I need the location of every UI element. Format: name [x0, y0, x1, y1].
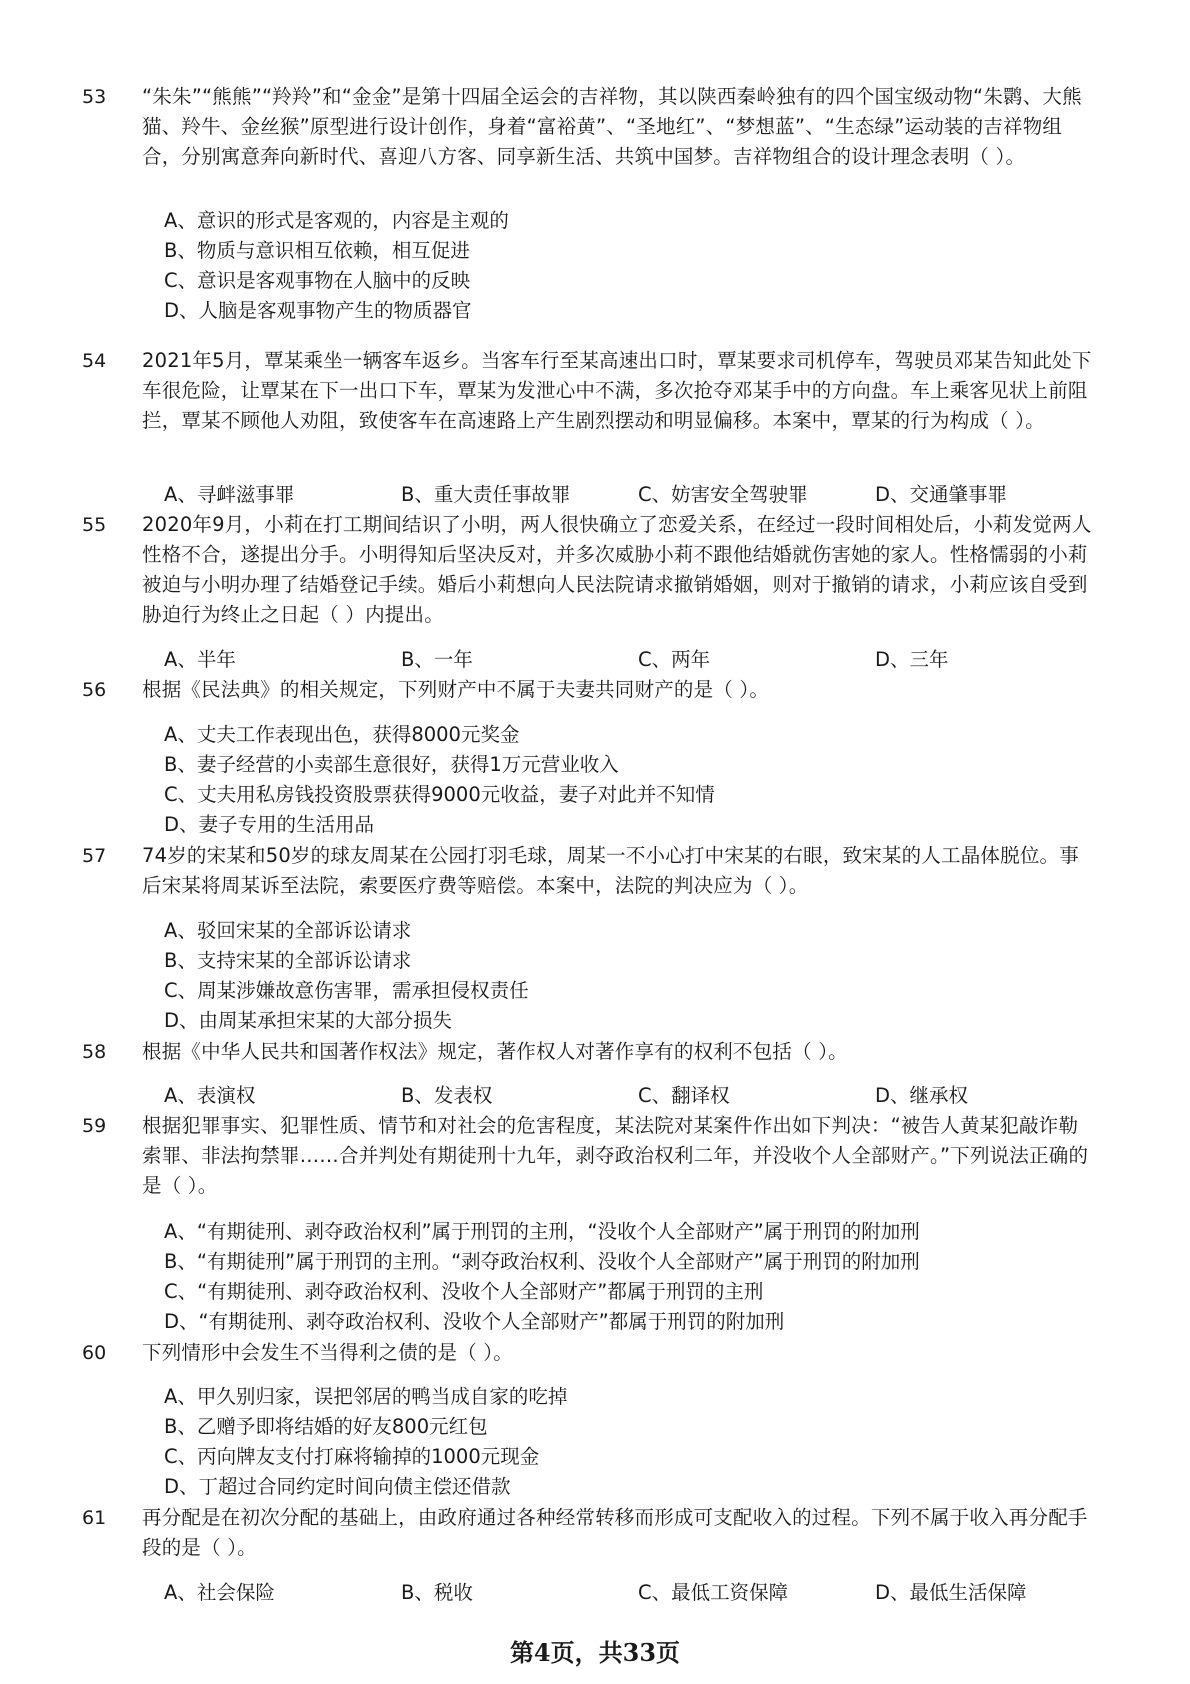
option-d: D、继承权 [875, 1084, 969, 1107]
question-stem: 2020年9月，小莉在打工期间结识了小明，两人很快确立了恋爱关系，在经过一段时间相处后，小莉发觉两人性格不合，遂提出分手。小明得知后坚决反对，并多次威胁小莉不跟他结婚就伤害她的家人。性格懦弱的小莉被迫与小明办理了结婚登记手续。婚后小莉想向人民法院请求撤销婚姻，则对于撤销的请求，小莉应该自受到胁迫行为终止之日起（ ）内提出。 [142, 513, 1092, 626]
question-number: 53 [82, 86, 107, 108]
option-c: C、意识是客观事物在人脑中的反映 [164, 269, 471, 292]
option-c: C、妨害安全驾驶罪 [638, 483, 808, 506]
option-b: B、乙赠予即将结婚的好友800元红包 [164, 1415, 488, 1438]
question-stem: 根据犯罪事实、犯罪性质、情节和对社会的危害程度，某法院对某案件作出如下判决：“被告人黄某犯敲诈勒索罪、非法拘禁罪……合并判处有期徒刑十九年，剥夺政治权利二年，并没收个人全部财产。”下列说法正确的是（ ）。 [142, 1114, 1089, 1197]
option-d: D、妻子专用的生活用品 [164, 813, 375, 836]
question-stem: 下列情形中会发生不当得利之债的是（ ）。 [142, 1341, 513, 1364]
question-number: 60 [82, 1342, 107, 1364]
option-c: C、丈夫用私房钱投资股票获得9000元收益，妻子对此并不知情 [164, 783, 715, 806]
option-a: A、“有期徒刑、剥夺政治权利”属于刑罚的主刑，“没收个人全部财产”属于刑罚的附加刑 [164, 1220, 920, 1243]
question-number: 56 [82, 679, 107, 701]
question-number: 58 [82, 1041, 107, 1063]
option-b: B、妻子经营的小卖部生意很好，获得1万元营业收入 [164, 753, 619, 776]
question-stem: 再分配是在初次分配的基础上，由政府通过各种经常转移而形成可支配收入的过程。下列不属于收入再分配手段的是（ ）。 [142, 1506, 1088, 1559]
option-d: D、人脑是客观事物产生的物质器官 [164, 299, 472, 322]
options-58 [164, 1081, 1104, 1111]
option-b: B、发表权 [401, 1084, 493, 1107]
option-d: D、丁超过合同约定时间向债主偿还借款 [164, 1475, 511, 1498]
question-stem: 2021年5月，覃某乘坐一辆客车返乡。当客车行至某高速出口时，覃某要求司机停车，驾驶员邓某告知此处下车很危险，让覃某在下一出口下车，覃某为发泄心中不满，多次抢夺邓某手中的方向盘。车上乘客见状上前阻拦，覃某不顾他人劝阻，致使客车在高速路上产生剧烈摆动和明显偏移。本案中，覃某的行为构成（ ）。 [142, 349, 1092, 432]
option-a: A、表演权 [164, 1084, 256, 1107]
options-53 [164, 206, 1104, 326]
question-stem: “朱朱”“熊熊”“羚羚”和“金金”是第十四届全运会的吉祥物，其以陕西秦岭独有的四个国宝级动物“朱鹮、大熊猫、羚牛、金丝猴”原型进行设计创作，身着“富裕黄”、“圣地红”、“梦想蓝”、“生态绿”运动装的吉祥物组合，分别寓意奔向新时代、喜迎八方客、同享新生活、共筑中国梦。吉祥物组合的设计理念表明（ ）。 [142, 85, 1082, 168]
option-d: D、交通肇事罪 [875, 483, 1008, 506]
question-number: 61 [82, 1507, 107, 1529]
question-number: 55 [82, 514, 107, 536]
option-c: C、“有期徒刑、剥夺政治权利、没收个人全部财产”都属于刑罚的主刑 [164, 1280, 764, 1303]
option-a: A、甲久别归家，误把邻居的鸭当成自家的吃掉 [164, 1385, 568, 1408]
question-number: 59 [82, 1115, 107, 1137]
option-b: B、物质与意识相互依赖，相互促进 [164, 239, 470, 262]
options-57 [164, 916, 1104, 1036]
option-c: C、两年 [638, 648, 711, 671]
options-60 [164, 1382, 1104, 1502]
options-55 [164, 645, 1104, 675]
option-row [164, 1081, 1104, 1111]
question-stem: 根据《中华人民共和国著作权法》规定，著作权人对著作享有的权利不包括（ ）。 [142, 1040, 848, 1063]
option-b: B、重大责任事故罪 [401, 483, 571, 506]
option-d: D、三年 [875, 648, 949, 671]
option-c: C、最低工资保障 [638, 1581, 789, 1604]
option-row [164, 645, 1104, 675]
question-stem: 74岁的宋某和50岁的球友周某在公园打羽毛球，周某一不小心打中宋某的右眼，致宋某的人工晶体脱位。事后宋某将周某诉至法院，索要医疗费等赔偿。本案中，法院的判决应为（ ）。 [142, 844, 1079, 897]
option-row [164, 480, 1104, 510]
option-d: D、“有期徒刑、剥夺政治权利、没收个人全部财产”都属于刑罚的附加刑 [164, 1310, 785, 1333]
question-number: 54 [82, 350, 107, 372]
option-b: B、支持宋某的全部诉讼请求 [164, 949, 412, 972]
option-a: A、丈夫工作表现出色，获得8000元奖金 [164, 723, 520, 746]
options-61 [164, 1578, 1104, 1608]
question-stem: 根据《民法典》的相关规定，下列财产中不属于夫妻共同财产的是（ ）。 [142, 678, 770, 701]
option-c: C、翻译权 [638, 1084, 730, 1107]
option-a: A、寻衅滋事罪 [164, 483, 295, 506]
option-c: C、周某涉嫌故意伤害罪，需承担侵权责任 [164, 979, 529, 1002]
options-54 [164, 480, 1104, 510]
option-row [164, 1578, 1104, 1608]
option-b: B、一年 [401, 648, 473, 671]
option-d: D、最低生活保障 [875, 1581, 1027, 1604]
question-number: 57 [82, 845, 107, 867]
page-number-footer: 第4页，共33页 [509, 1638, 681, 1667]
option-c: C、丙向牌友支付打麻将输掉的1000元现金 [164, 1445, 540, 1468]
option-b: B、税收 [401, 1581, 473, 1604]
options-56 [164, 720, 1104, 840]
option-a: A、驳回宋某的全部诉讼请求 [164, 919, 412, 942]
option-a: A、意识的形式是客观的，内容是主观的 [164, 209, 509, 232]
option-b: B、“有期徒刑”属于刑罚的主刑。“剥夺政治权利、没收个人全部财产”属于刑罚的附加刑 [164, 1250, 920, 1273]
option-a: A、社会保险 [164, 1581, 275, 1604]
option-d: D、由周某承担宋某的大部分损失 [164, 1009, 453, 1032]
option-a: A、半年 [164, 648, 236, 671]
options-59 [164, 1217, 1104, 1337]
